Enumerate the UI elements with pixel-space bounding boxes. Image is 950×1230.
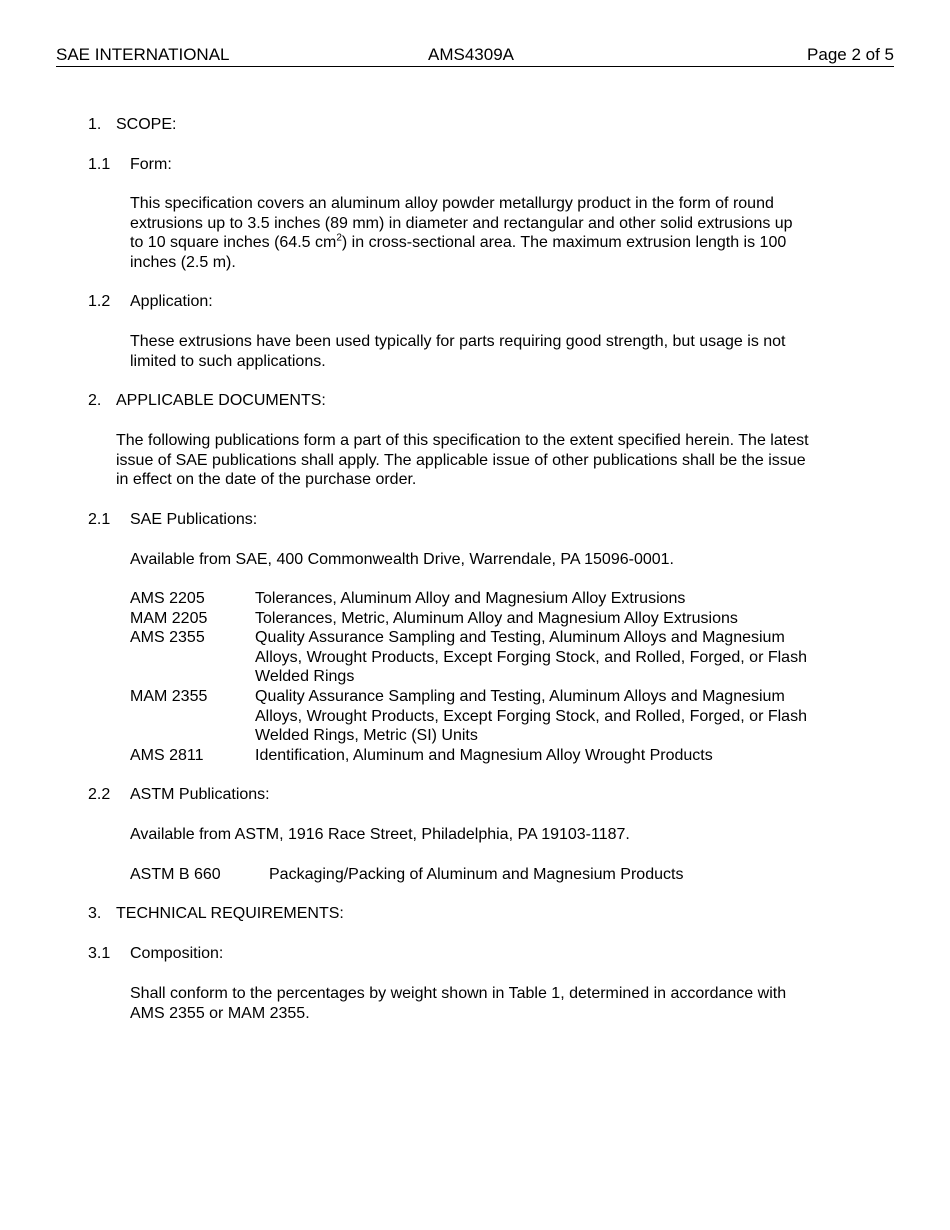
section-number: 2.2 bbox=[88, 786, 111, 803]
reference-code: MAM 2355 bbox=[130, 688, 208, 705]
composition-paragraph bbox=[130, 984, 786, 1023]
paragraph-line: extrusions up to 3.5 inches (89 mm) in diameter and rectangular and other solid extrusions up bbox=[130, 214, 793, 232]
section-heading-astm-publications: ASTM Publications: bbox=[130, 786, 270, 803]
section-heading-composition: Composition: bbox=[130, 945, 224, 962]
reference-title-line: Quality Assurance Sampling and Testing, Aluminum Alloys and Magnesium bbox=[255, 629, 785, 646]
paragraph-line: The following publications form a part of this specification to the extent specified herein. The latest bbox=[116, 432, 809, 449]
section-heading-applicable-documents: APPLICABLE DOCUMENTS: bbox=[116, 392, 326, 409]
reference-title bbox=[255, 687, 807, 746]
paragraph-line: AMS 2355 or MAM 2355. bbox=[130, 1004, 310, 1022]
reference-title-line: Identification, Aluminum and Magnesium Alloy Wrought Products bbox=[255, 747, 713, 764]
section-number: 1.1 bbox=[88, 156, 111, 173]
reference-title-line: Tolerances, Aluminum Alloy and Magnesium Alloy Extrusions bbox=[255, 590, 686, 607]
application-paragraph bbox=[130, 332, 786, 371]
reference-title-line: Quality Assurance Sampling and Testing, Aluminum Alloys and Magnesium bbox=[255, 688, 785, 705]
section-number: 2.1 bbox=[88, 511, 111, 528]
reference-title-line: Welded Rings, Metric (SI) Units bbox=[255, 727, 478, 745]
reference-title bbox=[269, 865, 683, 885]
reference-title-line: Welded Rings bbox=[255, 668, 355, 686]
paragraph-line: inches (2.5 m). bbox=[130, 253, 236, 271]
paragraph-line: This specification covers an aluminum alloy powder metallurgy product in the form of round bbox=[130, 195, 774, 212]
form-paragraph bbox=[130, 194, 793, 272]
reference-title bbox=[255, 589, 685, 609]
reference-code: AMS 2355 bbox=[130, 629, 205, 646]
reference-title bbox=[255, 746, 713, 766]
astm-availability: Available from ASTM, 1916 Race Street, Philadelphia, PA 19103-1187. bbox=[130, 826, 630, 843]
paragraph-line: Shall conform to the percentages by weight shown in Table 1, determined in accordance with bbox=[130, 985, 787, 1002]
section-heading-scope: SCOPE: bbox=[116, 116, 177, 133]
paragraph-line: limited to such applications. bbox=[130, 352, 326, 370]
section-number: 3. bbox=[88, 905, 102, 922]
reference-title bbox=[255, 609, 738, 629]
superscript: 2 bbox=[336, 232, 342, 244]
page-header bbox=[56, 45, 894, 67]
header-page-number: Page 2 of 5 bbox=[807, 45, 894, 64]
section-heading-form: Form: bbox=[130, 156, 172, 173]
reference-title bbox=[255, 628, 807, 687]
reference-code: ASTM B 660 bbox=[130, 866, 221, 883]
section-number: 3.1 bbox=[88, 945, 111, 962]
sae-availability: Available from SAE, 400 Commonwealth Drive, Warrendale, PA 15096-0001. bbox=[130, 551, 674, 568]
reference-title-line: Alloys, Wrought Products, Except Forging Stock, and Rolled, Forged, or Flash bbox=[255, 707, 807, 725]
paragraph-line bbox=[130, 233, 793, 253]
applicable-documents-paragraph bbox=[116, 431, 809, 490]
paragraph-line: in effect on the date of the purchase order. bbox=[116, 471, 417, 489]
reference-code: MAM 2205 bbox=[130, 610, 208, 627]
section-number: 1. bbox=[88, 116, 102, 133]
reference-title-line: Tolerances, Metric, Aluminum Alloy and Magnesium Alloy Extrusions bbox=[255, 610, 738, 627]
reference-code: AMS 2205 bbox=[130, 590, 205, 607]
section-number: 2. bbox=[88, 392, 102, 409]
reference-title-line: Packaging/Packing of Aluminum and Magnesium Products bbox=[269, 866, 684, 883]
section-heading-technical-requirements: TECHNICAL REQUIREMENTS: bbox=[116, 905, 344, 922]
reference-title-line: Alloys, Wrought Products, Except Forging Stock, and Rolled, Forged, or Flash bbox=[255, 648, 807, 666]
reference-code: AMS 2811 bbox=[130, 747, 204, 764]
section-heading-application: Application: bbox=[130, 293, 213, 310]
text-run: to 10 square inches (64.5 cm bbox=[130, 234, 337, 252]
paragraph-line: These extrusions have been used typically for parts requiring good strength, but usage is not bbox=[130, 333, 786, 350]
section-number: 1.2 bbox=[88, 293, 111, 310]
section-heading-sae-publications: SAE Publications: bbox=[130, 511, 258, 528]
text-run: ) in cross-sectional area. The maximum extrusion length is 100 bbox=[341, 234, 787, 252]
header-organization: SAE INTERNATIONAL bbox=[56, 45, 230, 64]
paragraph-line: issue of SAE publications shall apply. The applicable issue of other publications shall be the issue bbox=[116, 451, 806, 469]
header-document-number: AMS4309A bbox=[428, 45, 514, 64]
